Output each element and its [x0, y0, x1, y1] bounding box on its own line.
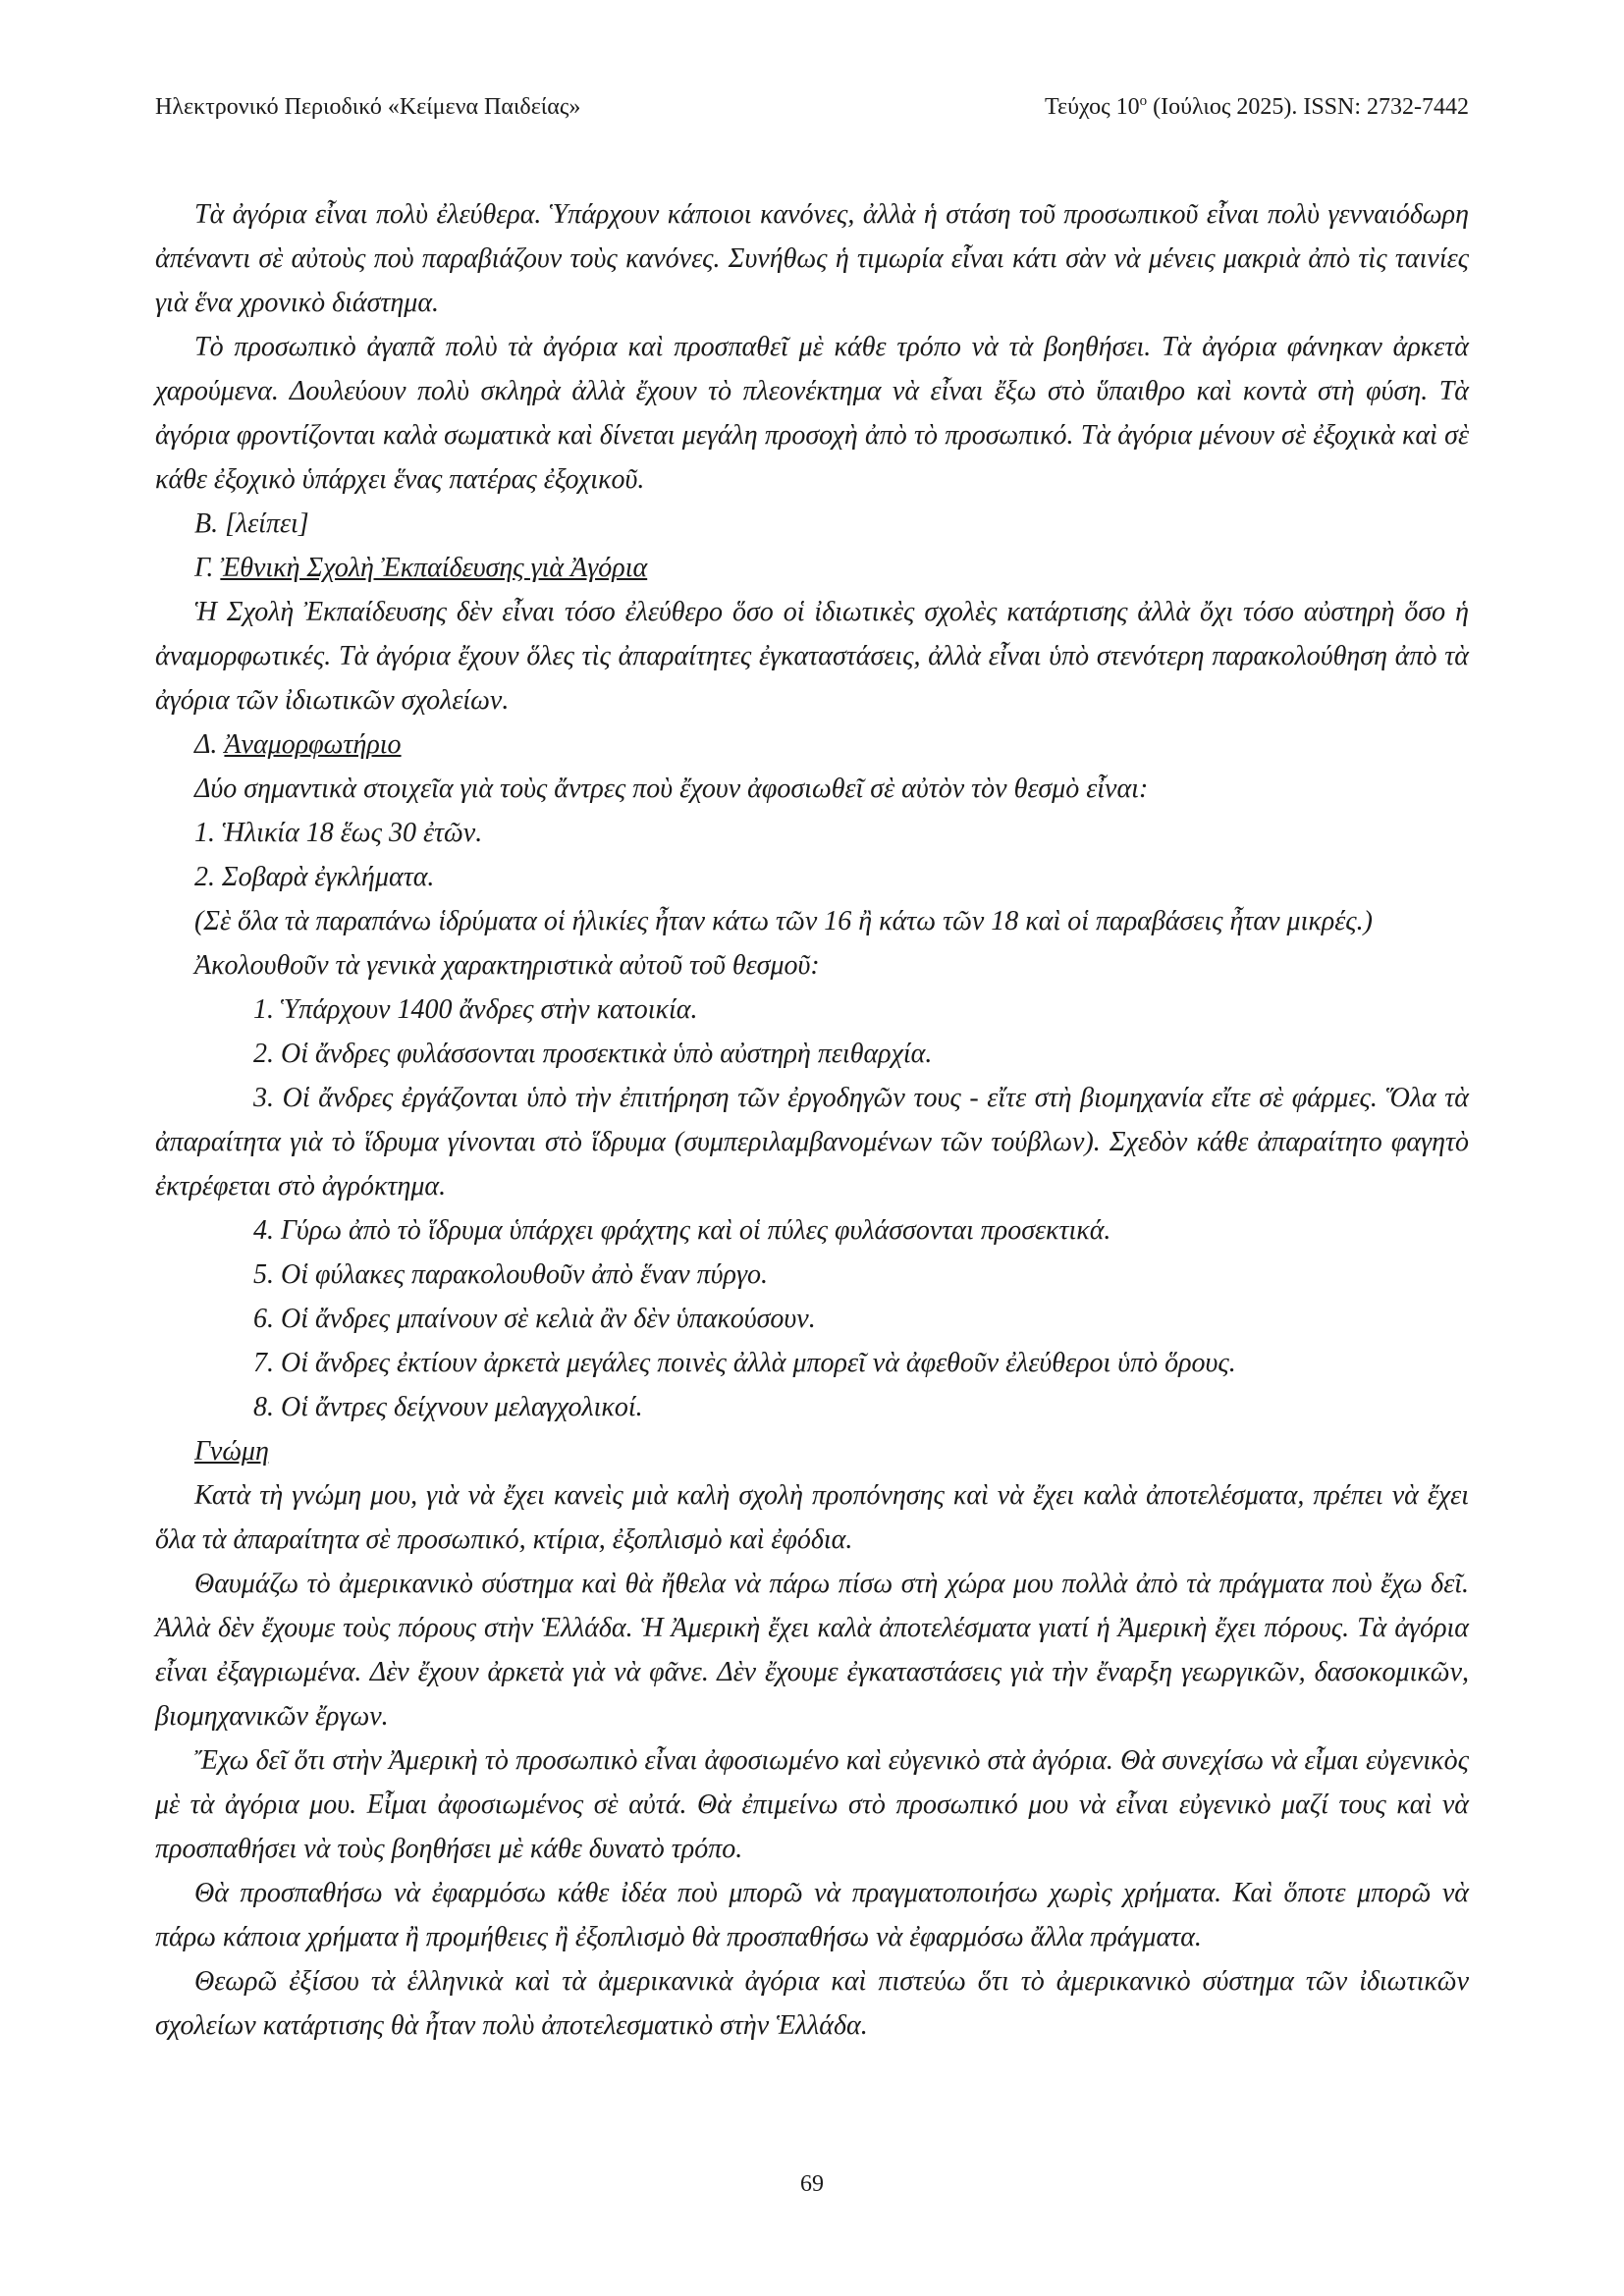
section-heading-d: Δ. Ἀναμορφωτήριο [194, 729, 402, 760]
paragraph: Τὰ ἀγόρια εἶναι πολὺ ἐλεύθερα. Ὑπάρχουν κάποιοι κανόνες, ἀλλὰ ἡ στάση τοῦ προσωπικοῦ εἶναι πολὺ γενναιόδωρη ἀπέναντι σὲ αὐτοὺς ποὺ παραβιάζουν τοὺς κανόνες. Συνήθως ἡ τιμωρία εἶναι κάτι σὰν νὰ μένεις μακριὰ ἀπὸ τὶς ταινίες γιὰ ἕνα χρονικὸ διάστημα. [155, 199, 1469, 318]
paragraph: (Σὲ ὅλα τὰ παραπάνω ἱδρύματα οἱ ἡλικίες ἦταν κάτω τῶν 16 ἢ κάτω τῶν 18 καὶ οἱ παραβάσεις ἦταν μικρές.) [194, 906, 1373, 936]
document-body [155, 192, 1469, 2048]
issue-info: Τεύχος $10^o$ (Ιούλιος 2025). ISSN: 2732-7442 [1045, 93, 1469, 120]
page-number: 69 [800, 2171, 824, 2197]
feature-item: 4. Γύρω ἀπὸ τὸ ἵδρυμα ὑπάρχει φράχτης καὶ οἱ πύλες φυλάσσονται προσεκτικά. [253, 1215, 1111, 1246]
feature-item: 1. Ὑπάρχουν 1400 ἄνδρες στὴν κατοικία. [253, 994, 698, 1025]
section-heading-g: Γ. Ἐθνικὴ Σχολὴ Ἐκπαίδευσης γιὰ Ἀγόρια [194, 553, 648, 583]
paragraph: Κατὰ τὴ γνώμη μου, γιὰ νὰ ἔχει κανεὶς μιὰ καλὴ σχολὴ προπόνησης καὶ νὰ ἔχει καλὰ ἀποτελέσματα, πρέπει νὰ ἔχει ὅλα τὰ ἀπαραίτητα σὲ προσωπικό, κτίρια, ἐξοπλισμὸ καὶ ἐφόδια. [155, 1480, 1469, 1555]
feature-item: 8. Οἱ ἄντρες δείχνουν μελαγχολικοί. [253, 1392, 643, 1422]
paragraph: Τὸ προσωπικὸ ἀγαπᾶ πολὺ τὰ ἀγόρια καὶ προσπαθεῖ μὲ κάθε τρόπο νὰ τὰ βοηθήσει. Τὰ ἀγόρια φάνηκαν ἀρκετὰ χαρούμενα. Δουλεύουν πολὺ σκληρὰ ἀλλὰ ἔχουν τὸ πλεονέκτημα νὰ εἶναι ἔξω στὸ ὕπαιθρο καὶ κοντὰ στὴ φύση. Τὰ ἀγόρια φροντίζονται καλὰ σωματικὰ καὶ δίνεται μεγάλη προσοχὴ ἀπὸ τὸ προσωπικό. Τὰ ἀγόρια μένουν σὲ ἐξοχικὰ καὶ σὲ κάθε ἐξοχικὸ ὑπάρχει ἕνας πατέρας ἐξοχικοῦ. [155, 332, 1469, 495]
paragraph: Δύο σημαντικὰ στοιχεῖα γιὰ τοὺς ἄντρες ποὺ ἔχουν ἀφοσιωθεῖ σὲ αὐτὸν τὸν θεσμὸ εἶναι: [194, 774, 1149, 804]
feature-item: 5. Οἱ φύλακες παρακολουθοῦν ἀπὸ ἕναν πύργο. [253, 1259, 768, 1290]
section-b-missing: Β. [λείπει] [194, 508, 309, 539]
feature-item: 7. Οἱ ἄνδρες ἐκτίουν ἀρκετὰ μεγάλες ποινὲς ἀλλὰ μπορεῖ νὰ ἀφεθοῦν ἐλεύθεροι ὑπὸ ὅρους. [253, 1348, 1236, 1378]
section-heading-opinion: Γνώμη [194, 1436, 269, 1467]
feature-item: 3. Οἱ ἄνδρες ἐργάζονται ὑπὸ τὴν ἐπιτήρηση τῶν ἐργοδηγῶν τους - εἴτε στὴ βιομηχανία εἴτε σὲ φάρμες. Ὅλα τὰ ἀπαραίτητα γιὰ τὸ ἵδρυμα γίνονται στὸ ἵδρυμα (συμπεριλαμβανομένων τῶν τούβλων). Σχεδὸν κάθε ἀπαραίτητο φαγητὸ ἐκτρέφεται στὸ ἀγρόκτημα. [155, 1083, 1469, 1201]
list-item: 1. Ἡλικία 18 ἕως 30 ἐτῶν. [194, 818, 483, 848]
paragraph: Θὰ προσπαθήσω νὰ ἐφαρμόσω κάθε ἰδέα ποὺ μπορῶ νὰ πραγματοποιήσω χωρὶς χρήματα. Καὶ ὅποτε μπορῶ νὰ πάρω κάποια χρήματα ἢ προμήθειες ἢ ἐξοπλισμὸ θὰ προσπαθήσω νὰ ἐφαρμόσω ἄλλα πράγματα. [155, 1878, 1469, 1952]
page-header [155, 94, 1469, 133]
list-item: 2. Σοβαρὰ ἐγκλήματα. [194, 862, 435, 892]
paragraph: Ἀκολουθοῦν τὰ γενικὰ χαρακτηριστικὰ αὐτοῦ τοῦ θεσμοῦ: [194, 950, 820, 981]
paragraph: Ἡ Σχολὴ Ἐκπαίδευσης δὲν εἶναι τόσο ἐλεύθερο ὅσο οἱ ἰδιωτικὲς σχολὲς κατάρτισης ἀλλὰ ὄχι τόσο αὐστηρὴ ὅσο ἡ ἀναμορφωτικές. Τὰ ἀγόρια ἔχουν ὅλες τὶς ἀπαραίτητες ἐγκαταστάσεις, ἀλλὰ εἶναι ὑπὸ στενότερη παρακολούθηση ἀπὸ τὰ ἀγόρια τῶν ἰδιωτικῶν σχολείων. [155, 597, 1469, 716]
paragraph: Ἔχω δεῖ ὅτι στὴν Ἀμερικὴ τὸ προσωπικὸ εἶναι ἀφοσιωμένο καὶ εὐγενικὸ στὰ ἀγόρια. Θὰ συνεχίσω νὰ εἶμαι εὐγενικὸς μὲ τὰ ἀγόρια μου. Εἶμαι ἀφοσιωμένος σὲ αὐτά. Θὰ ἐπιμείνω στὸ προσωπικό μου νὰ εἶναι εὐγενικὸ μαζί τους καὶ νὰ προσπαθήσει νὰ τοὺς βοηθήσει μὲ κάθε δυνατὸ τρόπο. [155, 1745, 1469, 1864]
journal-title: Ηλεκτρονικό Περιοδικό «Κείμενα Παιδείας» [155, 94, 581, 120]
paragraph: Θαυμάζω τὸ ἀμερικανικὸ σύστημα καὶ θὰ ἤθελα νὰ πάρω πίσω στὴ χώρα μου πολλὰ ἀπὸ τὰ πράγματα ποὺ ἔχω δεῖ. Ἀλλὰ δὲν ἔχουμε τοὺς πόρους στὴν Ἑλλάδα. Ἡ Ἀμερικὴ ἔχει καλὰ ἀποτελέσματα γιατί ἡ Ἀμερικὴ ἔχει πόρους. Τὰ ἀγόρια εἶναι ἐξαγριωμένα. Δὲν ἔχουν ἀρκετὰ γιὰ νὰ φᾶνε. Δὲν ἔχουμε ἐγκαταστάσεις γιὰ τὴν ἔναρξη γεωργικῶν, δασοκομικῶν, βιομηχανικῶν ἔργων. [155, 1569, 1469, 1732]
paragraph: Θεωρῶ ἐξίσου τὰ ἑλληνικὰ καὶ τὰ ἀμερικανικὰ ἀγόρια καὶ πιστεύω ὅτι τὸ ἀμερικανικὸ σύστημα τῶν ἰδιωτικῶν σχολείων κατάρτισης θὰ ἦταν πολὺ ἀποτελεσματικὸ στὴν Ἑλλάδα. [155, 1966, 1469, 2041]
feature-item: 2. Οἱ ἄνδρες φυλάσσονται προσεκτικὰ ὑπὸ αὐστηρὴ πειθαρχία. [253, 1039, 933, 1069]
feature-item: 6. Οἱ ἄνδρες μπαίνουν σὲ κελιὰ ἂν δὲν ὑπακούσουν. [253, 1304, 816, 1334]
